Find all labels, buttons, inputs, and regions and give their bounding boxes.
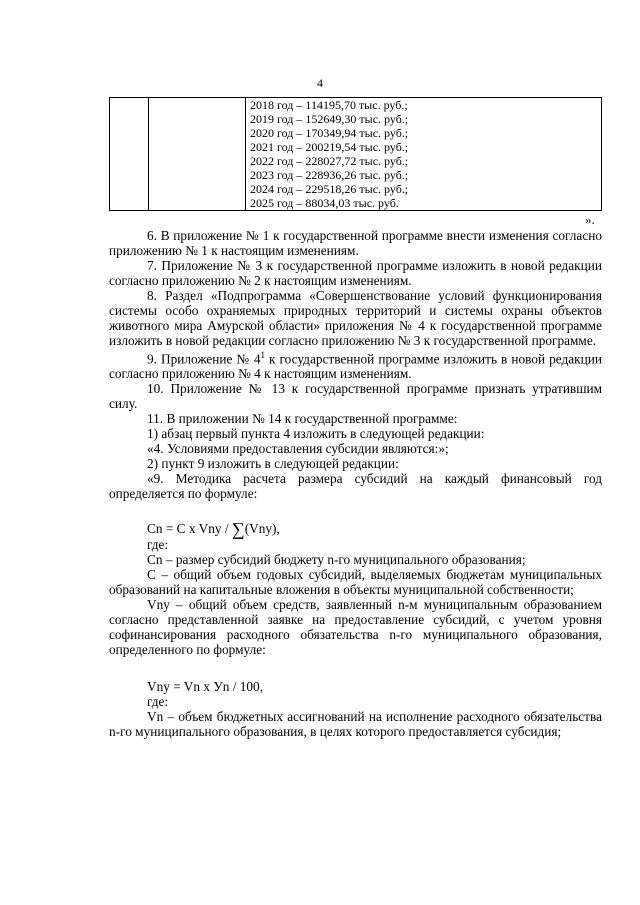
paragraph-8: 8. Раздел «Подпрограмма «Совершенствование условий функционирования системы особо охраняемых природных территорий и системы охраны объектов животного мира Амурской области» приложения № 4 к государственной программе изложить в новой редакции согласно приложению № 3 к государственной программе. (109, 288, 602, 348)
paragraph-7: 7. Приложение № 3 к государственной программе изложить в новой редакции согласно приложению № 2 к настоящим изменениям. (109, 258, 602, 288)
funding-year-line: 2018 год – 114195,70 тыс. руб.; (250, 98, 408, 112)
paragraph-11-item-1: 1) абзац первый пункта 4 изложить в следующей редакции: (147, 426, 485, 442)
paragraph-9-start: 9. Приложение № 4 (147, 351, 261, 367)
funding-year-line: 2023 год – 228936,26 тыс. руб.; (250, 168, 409, 182)
definition-c: С – общий объем годовых субсидий, выделяемых бюджетам муниципальных образований на капитальные вложения в объекты муниципальной собственности; (109, 567, 602, 598)
paragraph-new-9: «9. Методика расчета размера субсидий на каждый финансовый год определяется по формуле: (109, 471, 602, 502)
funding-table (109, 97, 602, 211)
paragraph-11-item-2: 2) пункт 9 изложить в следующей редакции: (147, 456, 399, 472)
paragraph-10: 10. Приложение № 13 к государственной программе признать утратившим силу. (109, 381, 602, 412)
superscript: 1 (260, 350, 265, 360)
paragraph-9-end: к государственной программе изложить в новой редакции согласно приложению № 4 к настоящим изменениям. (109, 351, 602, 382)
funding-year-line: 2022 год – 228027,72 тыс. руб.; (250, 154, 409, 168)
paragraph-9 (109, 348, 602, 381)
funding-year-line: 2020 год – 170349,94 тыс. руб.; (250, 126, 409, 140)
formula-left: Сn = С x Vny / (147, 521, 232, 537)
document-body (109, 228, 602, 739)
funding-year-line: 2025 год – 88034,03 тыс. руб. (250, 196, 399, 210)
table-cell-years (246, 98, 602, 211)
sigma-symbol: ∑ (231, 519, 245, 540)
formula-right: (Vny), (244, 521, 280, 537)
where-label: где: (147, 694, 169, 710)
definition-vny: Vny – общий объем средств, заявленный n-м муниципальным образованием согласно представленной заявке на предоставление субсидий, с учетом уровня софинансирования расходного обязательства n-го муниципального образования, определенного по формуле: (109, 597, 602, 658)
funding-year-line: 2024 год – 229518,26 тыс. руб.; (250, 182, 409, 196)
paragraph-6: 6. В приложение № 1 к государственной программе внести изменения согласно приложению № 1 к настоящим изменениям. (109, 228, 602, 258)
table-cell-empty (149, 98, 246, 211)
formula-vny: Vny = Vn x Уn / 100, (147, 679, 264, 695)
definition-cn: Сn – размер субсидий бюджету n-го муниципального образования; (147, 552, 526, 568)
closing-quote: ». (585, 212, 595, 227)
paragraph-11: 11. В приложении № 14 к государственной программе: (147, 411, 458, 427)
table-cell-empty (110, 98, 149, 211)
where-label: где: (147, 537, 169, 553)
paragraph-11-item-1-text: «4. Условиями предоставления субсидии являются:»; (147, 441, 449, 457)
funding-year-line: 2021 год – 200219,54 тыс. руб.; (250, 140, 409, 154)
definition-vn: Vn – объем бюджетных ассигнований на исполнение расходного обязательства n-го муниципального образования, в целях которого предоставляется субсидия; (109, 709, 602, 740)
funding-year-line: 2019 год – 152649,30 тыс. руб.; (250, 112, 409, 126)
page-number: 4 (317, 76, 323, 90)
table-row (110, 98, 602, 211)
formula-subsidy (109, 519, 602, 540)
